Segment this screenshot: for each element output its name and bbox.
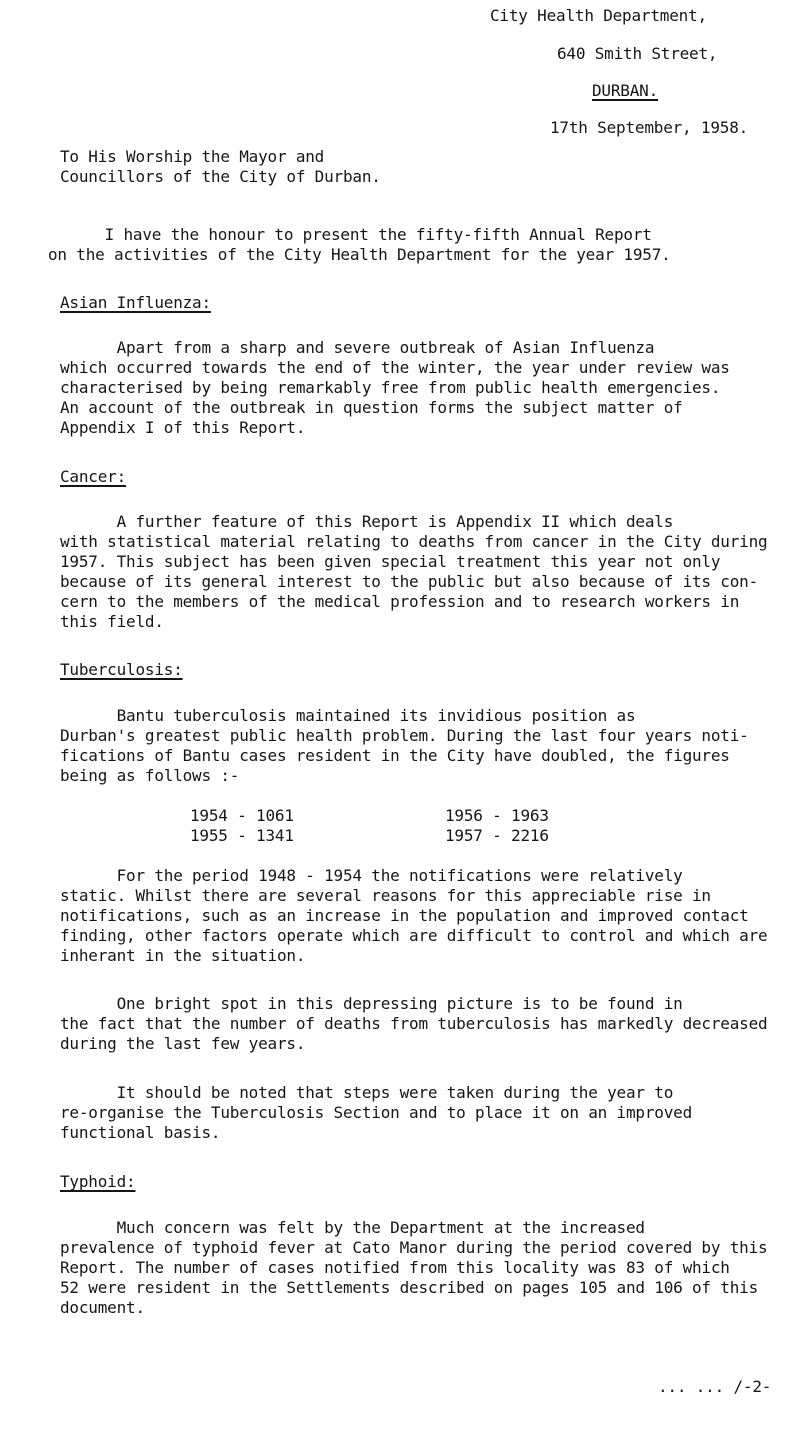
paragraph-line: It should be noted that steps were taken during the year to bbox=[60, 1083, 674, 1102]
paragraph-line: inherant in the situation. bbox=[60, 946, 306, 965]
section-heading-typhoid: Typhoid: bbox=[60, 1172, 136, 1191]
paragraph-line: 1957. This subject has been given special treatment this year not only bbox=[60, 552, 721, 571]
paragraph-line: fications of Bantu cases resident in the City have doubled, the figures bbox=[60, 746, 730, 765]
notification-figure: 1956 - 1963 bbox=[445, 806, 549, 825]
section-heading-cancer: Cancer: bbox=[60, 467, 127, 486]
paragraph-line: during the last few years. bbox=[60, 1034, 306, 1053]
paragraph-line: with statistical material relating to deaths from cancer in the City during bbox=[60, 532, 768, 551]
paragraph-line: re-organise the Tuberculosis Section and to place it on an improved bbox=[60, 1103, 692, 1122]
paragraph-line: being as follows :- bbox=[60, 766, 240, 785]
paragraph-line: For the period 1948 - 1954 the notifications were relatively bbox=[60, 866, 683, 885]
paragraph-line: Apart from a sharp and severe outbreak of Asian Influenza bbox=[60, 338, 655, 357]
paragraph-line: characterised by being remarkably free from public health emergencies. bbox=[60, 378, 721, 397]
intro-line-2: on the activities of the City Health Department for the year 1957. bbox=[48, 245, 671, 264]
section-heading-asian-influenza: Asian Influenza: bbox=[60, 293, 211, 312]
addressee-line-1: To His Worship the Mayor and bbox=[60, 147, 325, 166]
notification-figure: 1957 - 2216 bbox=[445, 826, 549, 845]
paragraph-line: notifications, such as an increase in the population and improved contact bbox=[60, 906, 749, 925]
paragraph-line: functional basis. bbox=[60, 1123, 221, 1142]
paragraph-line: Durban's greatest public health problem. During the last four years noti- bbox=[60, 726, 749, 745]
paragraph-line: finding, other factors operate which are difficult to control and which are bbox=[60, 926, 768, 945]
department-name: City Health Department, bbox=[490, 6, 707, 25]
paragraph-line: Bantu tuberculosis maintained its invidious position as bbox=[60, 706, 636, 725]
section-heading-tuberculosis: Tuberculosis: bbox=[60, 660, 183, 679]
intro-line-1: I have the honour to present the fifty-fifth Annual Report bbox=[48, 225, 652, 244]
paragraph-line: 52 were resident in the Settlements described on pages 105 and 106 of this bbox=[60, 1278, 759, 1297]
paragraph-line: A further feature of this Report is Appendix II which deals bbox=[60, 512, 674, 531]
notification-figure: 1954 - 1061 bbox=[190, 806, 294, 825]
paragraph-line: prevalence of typhoid fever at Cato Manor during the period covered by this bbox=[60, 1238, 768, 1257]
paragraph-line: document. bbox=[60, 1298, 145, 1317]
paragraph-line: cern to the members of the medical profession and to research workers in bbox=[60, 592, 740, 611]
paragraph-line: static. Whilst there are several reasons for this appreciable rise in bbox=[60, 886, 711, 905]
paragraph-line: An account of the outbreak in question forms the subject matter of bbox=[60, 398, 683, 417]
paragraph-line: Much concern was felt by the Department at the increased bbox=[60, 1218, 645, 1237]
city-name: DURBAN. bbox=[592, 81, 659, 100]
paragraph-line: Appendix I of this Report. bbox=[60, 418, 306, 437]
notification-figure: 1955 - 1341 bbox=[190, 826, 294, 845]
paragraph-line: Report. The number of cases notified from this locality was 83 of which bbox=[60, 1258, 730, 1277]
paragraph-line: which occurred towards the end of the winter, the year under review was bbox=[60, 358, 730, 377]
paragraph-line: this field. bbox=[60, 612, 164, 631]
addressee-line-2: Councillors of the City of Durban. bbox=[60, 167, 381, 186]
letter-date: 17th September, 1958. bbox=[550, 118, 749, 137]
street-address: 640 Smith Street, bbox=[557, 44, 718, 63]
paragraph-line: One bright spot in this depressing picture is to be found in bbox=[60, 994, 683, 1013]
paragraph-line: the fact that the number of deaths from tuberculosis has markedly decreased bbox=[60, 1014, 768, 1033]
page-continuation-marker: ... ... /-2- bbox=[658, 1377, 772, 1396]
paragraph-line: because of its general interest to the public but also because of its con- bbox=[60, 572, 759, 591]
